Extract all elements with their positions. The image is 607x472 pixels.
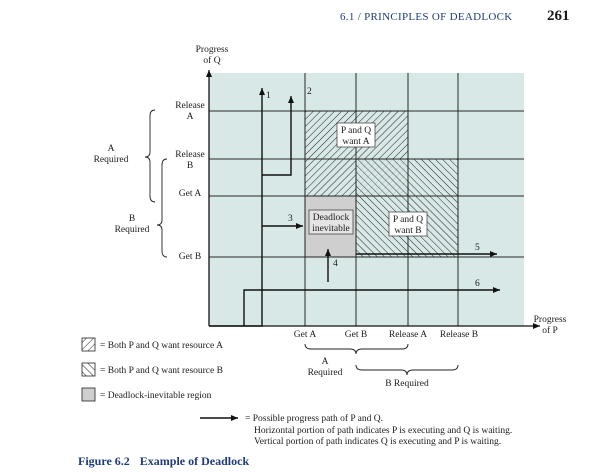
bracket-p-a-required xyxy=(305,344,408,354)
deadlock-label-2: inevitable xyxy=(312,224,350,234)
bracket-p-b-required xyxy=(356,365,458,375)
path-label-5: 5 xyxy=(475,243,480,253)
path-label-1: 1 xyxy=(266,91,271,101)
path-label-4: 4 xyxy=(333,259,338,269)
pq-want-b-label-1: P and Q xyxy=(392,215,424,225)
p-b-required: B Required xyxy=(385,379,429,389)
y-tick-release-b-2: B xyxy=(186,161,194,171)
legend-swatch-deadlock xyxy=(82,388,95,401)
figure-number: Figure 6.2 xyxy=(78,454,130,468)
q-a-required-1: A xyxy=(107,144,115,154)
section-title: 6.1 / PRINCIPLES OF DEADLOCK xyxy=(340,11,513,23)
figure-title: Example of Deadlock xyxy=(139,454,250,468)
legend-path-3: Vertical portion of path indicates Q is executing and P is waiting. xyxy=(254,437,502,447)
bracket-q-b-required xyxy=(157,159,167,257)
y-tick-get-a: Get A xyxy=(178,189,202,199)
x-tick-release-a: Release A xyxy=(388,330,428,340)
x-axis-title-1: Progress xyxy=(533,315,567,325)
legend-path-1: = Possible progress path of P and Q. xyxy=(245,414,383,424)
figure-caption xyxy=(78,454,249,469)
legend-swatch-want-b xyxy=(82,363,95,376)
pq-want-a-label-2: want A xyxy=(342,137,370,147)
legend-swatch-want-a xyxy=(82,338,95,351)
x-tick-get-b: Get B xyxy=(344,330,368,340)
y-tick-release-a-1: Release xyxy=(175,101,205,111)
x-tick-release-b: Release B xyxy=(439,330,479,340)
y-axis-title-1: Progress xyxy=(195,45,229,55)
path-label-3: 3 xyxy=(288,214,293,224)
legend-deadlock: = Deadlock-inevitable region xyxy=(100,391,212,401)
deadlock-label-1: Deadlock xyxy=(312,213,350,223)
p-a-required-1: A xyxy=(321,357,329,367)
y-tick-release-a-2: A xyxy=(186,112,194,122)
path-label-6: 6 xyxy=(475,279,480,289)
pq-want-a-label-1: P and Q xyxy=(340,126,372,136)
bracket-q-a-required xyxy=(145,110,155,202)
q-b-required-2: Required xyxy=(114,225,150,235)
x-axis-title-2: of P xyxy=(542,326,558,336)
x-tick-get-a: Get A xyxy=(293,330,317,340)
y-tick-get-b: Get B xyxy=(178,252,202,262)
y-axis-title-2: of Q xyxy=(203,56,221,66)
p-a-required-2: Required xyxy=(307,368,343,378)
pq-want-b-label-2: want B xyxy=(394,226,422,236)
page-number: 261 xyxy=(547,8,570,24)
legend-want-a: = Both P and Q want resource A xyxy=(100,341,223,351)
region-overlap-b xyxy=(356,159,408,196)
y-tick-release-b-1: Release xyxy=(175,150,205,160)
legend-want-b: = Both P and Q want resource B xyxy=(100,366,223,376)
q-a-required-2: Required xyxy=(93,155,129,165)
legend-path-2: Horizontal portion of path indicates P is executing and Q is waiting. xyxy=(254,426,513,436)
q-b-required-1: B xyxy=(128,214,136,224)
path-label-2: 2 xyxy=(307,87,312,97)
